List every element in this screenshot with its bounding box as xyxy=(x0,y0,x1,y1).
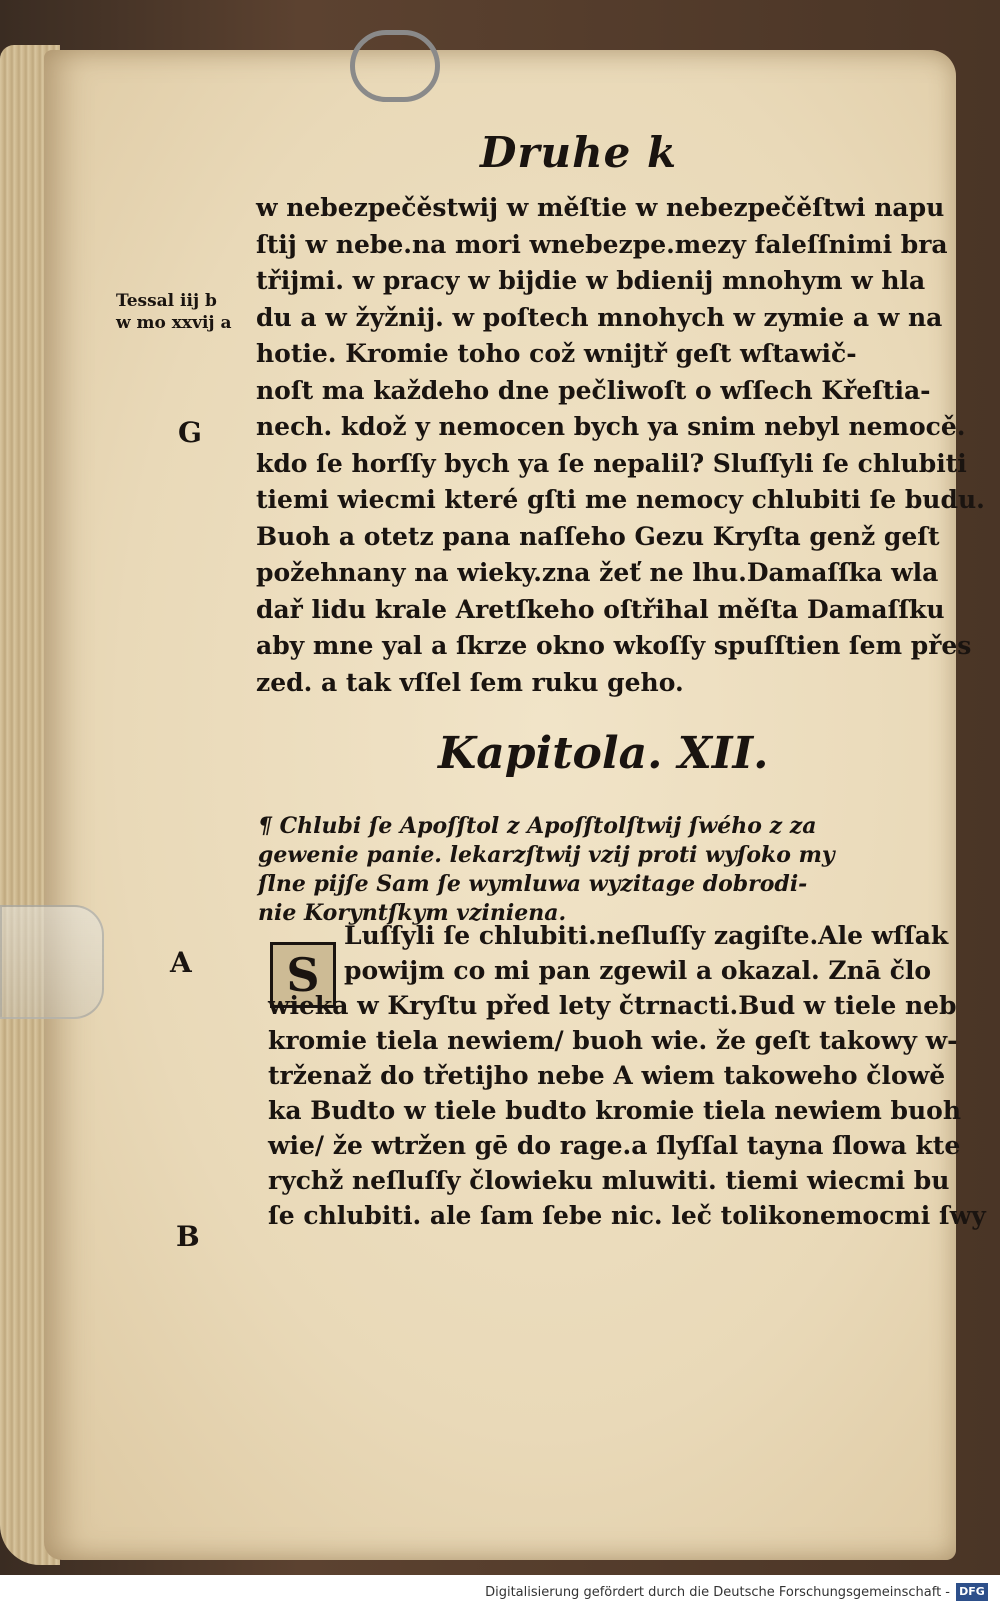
running-header: Druhe k xyxy=(480,128,678,177)
text-line: noſt ma každeho dne pečliwoſt o wſſech Křeſtia- xyxy=(256,375,931,405)
text-line: Luſſyli ſe chlubiti.neſluſſy zagiſte.Ale wſſak xyxy=(344,921,949,950)
text-line: du a w žyžnij. w poſtech mnohych w zymie a w na xyxy=(256,302,943,332)
digitization-footer xyxy=(0,1575,1000,1612)
text-line: kdo ſe horſſy bych ya ſe nepalil? Sluſſyli ſe chlubiti xyxy=(256,448,967,478)
text-line: trženaž do třetijho nebe A wiem takoweho člowě xyxy=(268,1061,946,1090)
chapter-heading: Kapitola. XII. xyxy=(438,728,769,779)
text-line: tiemi wiecmi které gſti me nemocy chlubiti ſe budu. xyxy=(256,485,985,514)
plastic-page-tab xyxy=(0,905,104,1019)
decorated-initial: S xyxy=(270,942,336,1008)
page-clip xyxy=(350,30,440,102)
summary-line: nie Koryntſkym vziniena. xyxy=(258,900,567,926)
text-line: wie/ že wtržen gē do rage.a ſlyſſal tayna ſlowa kte xyxy=(268,1131,961,1160)
text-line: dař lidu krale Aretſkeho oſtřihal měſta Damaſſku xyxy=(256,594,945,624)
chapter-summary xyxy=(258,812,908,928)
text-line: powijm co mi pan zgewil a okazal. Znā člo xyxy=(344,956,932,985)
text-line: třijmi. w pracy w bijdie w bdienij mnohym w hla xyxy=(256,266,926,295)
summary-line: ſlne pijſe Sam ſe wymluwa wyzitage dobrodi- xyxy=(258,871,808,897)
text-line: hotie. Kromie toho což wnijtř geſt wſtawič- xyxy=(256,339,857,368)
footer-credit: Digitalisierung gefördert durch die Deutsche Forschungsgemeinschaft - xyxy=(485,1585,950,1600)
text-line: požehnany na wieky.zna žeť ne lhu.Damaſſka wla xyxy=(256,558,939,587)
text-line: zed. a tak vſſel ſem ruku geho. xyxy=(256,667,684,697)
body-text-top xyxy=(256,190,985,701)
text-line: Buoh a otetz pana naſſeho Gezu Kryſta genž geſt xyxy=(256,521,940,551)
text-line: ka Budto w tiele budto kromie tiela newiem buoh xyxy=(268,1096,962,1125)
summary-line: ¶ Chlubi ſe Apoſſtol z Apoſſtolſtwij ſwého z za xyxy=(258,813,817,839)
margin-ref-line-2: w mo xxvij a xyxy=(116,313,232,333)
margin-ref-line-1: Tessal iij b xyxy=(116,291,217,311)
text-line: ſtij w nebe.na mori wnebezpe.mezy faleſſnimi bra xyxy=(256,229,948,259)
text-line: nech. kdož y nemocen bych ya snim nebyl nemocě. xyxy=(256,412,966,441)
summary-line: gewenie panie. lekarzſtwij vzij proti wyſoko my xyxy=(258,842,835,868)
text-line: ſe chlubiti. ale ſam ſebe nic. leč tolikonemocmi ſwy xyxy=(268,1201,986,1230)
margin-reference xyxy=(116,290,232,334)
text-line: rychž neſluſſy člowieku mluwiti. tiemi wiecmi bu xyxy=(268,1166,950,1195)
text-line: w nebezpečěstwij w měſtie w nebezpečěſtwi napu xyxy=(256,193,945,222)
margin-marker-a: A xyxy=(170,946,192,979)
text-line: kromie tiela newiem/ buoh wie. že geſt takowy w- xyxy=(268,1026,958,1055)
text-line: wieka w Kryſtu před lety čtrnacti.Bud w tiele neb xyxy=(268,991,957,1020)
body-text-bottom xyxy=(268,918,986,1233)
margin-marker-b: B xyxy=(176,1220,200,1253)
margin-marker-g: G xyxy=(178,416,202,449)
text-line: aby mne yal a ſkrze okno wkoſſy spuſſtien ſem přes xyxy=(256,631,972,660)
dfg-logo: DFG xyxy=(956,1583,988,1601)
